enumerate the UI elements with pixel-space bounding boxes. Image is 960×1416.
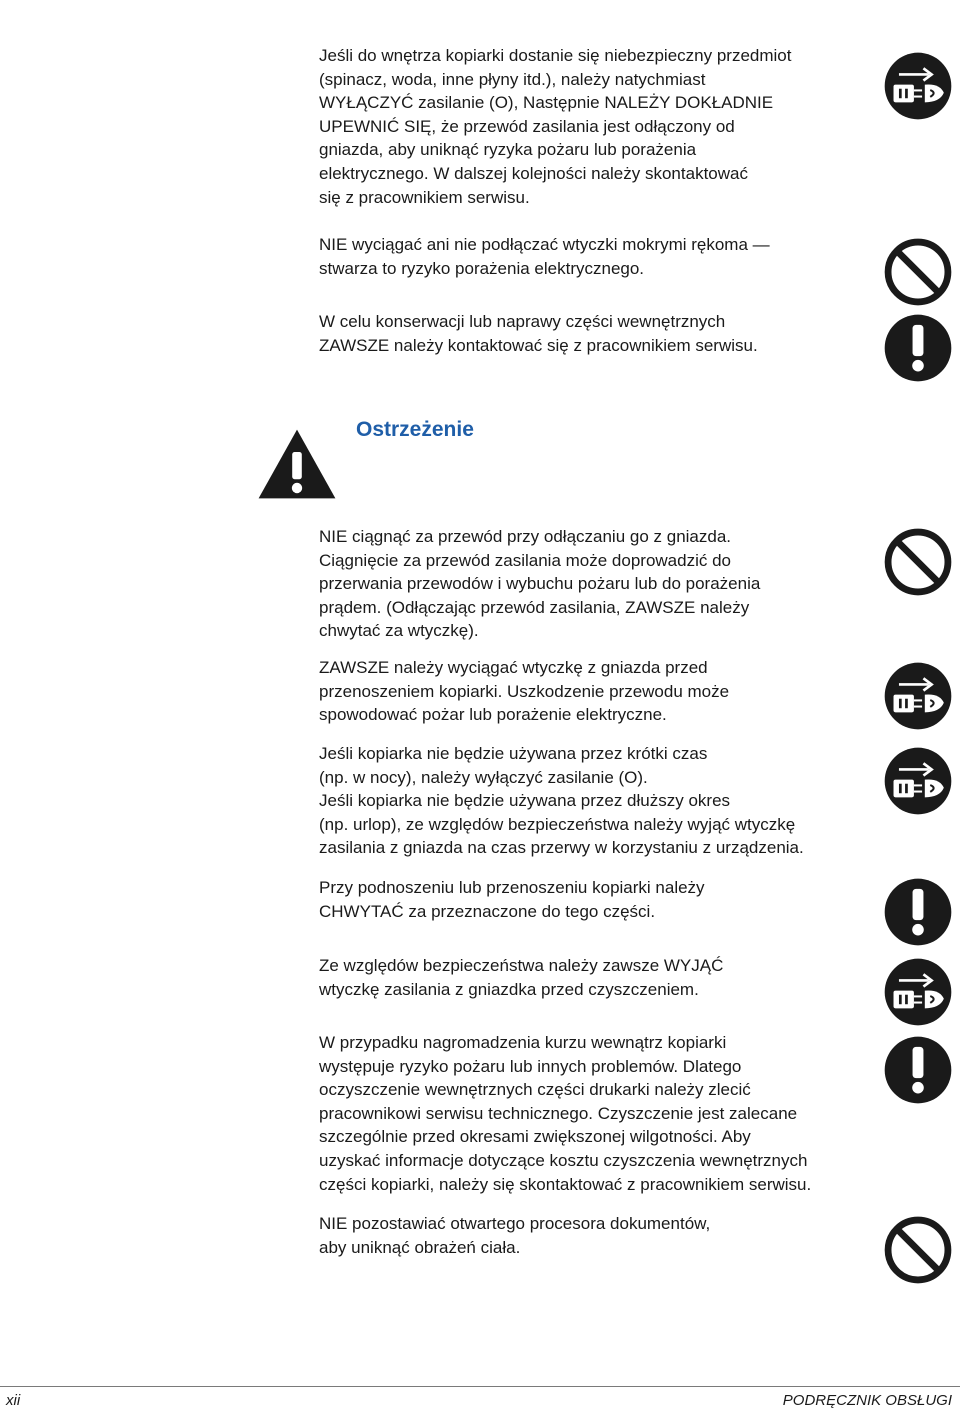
text-line: chwytać za wtyczkę). bbox=[319, 621, 479, 641]
text-line: Ze względów bezpieczeństwa należy zawsze WYJĄĆ bbox=[319, 956, 724, 975]
text-line: Jeśli kopiarka nie będzie używana przez krótki czas bbox=[319, 744, 708, 763]
text-line: występuje ryzyko pożaru lub innych problemów. Dlatego bbox=[319, 1056, 742, 1076]
text-line: CHWYTAĆ za przeznaczone do tego części. bbox=[319, 901, 656, 921]
footer-divider bbox=[0, 1386, 960, 1387]
text-line: NIE pozostawiać otwartego procesora dokumentów, bbox=[319, 1214, 711, 1233]
paragraph-wet-hands bbox=[319, 233, 879, 280]
text-line: elektrycznego. W dalszej kolejności należy skontaktować bbox=[319, 163, 748, 183]
text-line: ZAWSZE należy wyciągać wtyczkę z gniazda przed bbox=[319, 658, 708, 677]
text-line: prądem. (Odłączając przewód zasilania, ZAWSZE należy bbox=[319, 597, 750, 617]
prohibition-icon bbox=[884, 1216, 952, 1284]
paragraph-moving bbox=[319, 656, 879, 727]
warning-heading: Ostrzeżenie bbox=[356, 418, 474, 441]
manual-title: PODRĘCZNIK OBSŁUGI bbox=[782, 1392, 952, 1409]
unplug-icon bbox=[884, 747, 952, 815]
warning-triangle-icon bbox=[257, 428, 337, 500]
text-line: wtyczkę zasilania z gniazdka przed czyszczeniem. bbox=[319, 979, 699, 999]
page-number: xii bbox=[6, 1392, 21, 1409]
text-line: części kopiarki, należy się skontaktować z pracownikiem serwisu. bbox=[319, 1174, 812, 1194]
text-line: zasilania z gniazda na czas przerwy w korzystaniu z urządzenia. bbox=[319, 838, 804, 858]
text-line: (spinacz, woda, inne płyny itd.), należy natychmiast bbox=[319, 69, 706, 89]
text-line: NIE wyciągać ani nie podłączać wtyczki mokrymi rękoma — bbox=[319, 235, 770, 254]
text-line: UPEWNIĆ SIĘ, że przewód zasilania jest odłączony od bbox=[319, 116, 735, 136]
paragraph-document-processor bbox=[319, 1212, 879, 1259]
unplug-icon bbox=[884, 52, 952, 120]
text-line: ZAWSZE należy kontaktować się z pracownikiem serwisu. bbox=[319, 335, 758, 355]
text-line: pracownikowi serwisu technicznego. Czyszczenie jest zalecane bbox=[319, 1103, 798, 1123]
paragraph-foreign-object bbox=[319, 44, 879, 209]
text-line: spowodować pożar lub porażenie elektryczne. bbox=[319, 705, 667, 725]
exclamation-icon bbox=[884, 1036, 952, 1104]
paragraph-cleaning bbox=[319, 954, 879, 1001]
paragraph-service bbox=[319, 310, 879, 357]
unplug-icon bbox=[884, 958, 952, 1026]
paragraph-dust bbox=[319, 1031, 879, 1196]
paragraph-pull-cord bbox=[319, 525, 879, 643]
text-line: Ciągnięcie za przewód zasilania może doprowadzić do bbox=[319, 550, 732, 570]
paragraph-lifting bbox=[319, 876, 879, 923]
text-line: stwarza to ryzyko porażenia elektrycznego. bbox=[319, 258, 645, 278]
prohibition-icon bbox=[884, 238, 952, 306]
text-line: W przypadku nagromadzenia kurzu wewnątrz kopiarki bbox=[319, 1033, 727, 1052]
text-line: WYŁĄCZYĆ zasilanie (O), Następnie NALEŻY DOKŁADNIE bbox=[319, 93, 774, 113]
text-line: Jeśli do wnętrza kopiarki dostanie się niebezpieczny przedmiot bbox=[319, 46, 792, 65]
text-line: szczególnie przed okresami zwiększonej wilgotności. Aby bbox=[319, 1127, 751, 1147]
text-line: W celu konserwacji lub naprawy części wewnętrznych bbox=[319, 312, 726, 331]
text-line: przerwania przewodów i wybuchu pożaru lub do porażenia bbox=[319, 574, 761, 594]
text-line: oczyszczenie wewnętrznych części drukarki należy zlecić bbox=[319, 1080, 751, 1100]
text-line: (np. urlop), ze względów bezpieczeństwa należy wyjąć wtyczkę bbox=[319, 814, 796, 834]
text-line: przenoszeniem kopiarki. Uszkodzenie przewodu może bbox=[319, 681, 730, 701]
text-line: aby uniknąć obrażeń ciała. bbox=[319, 1237, 521, 1257]
text-line: gniazda, aby uniknąć ryzyka pożaru lub porażenia bbox=[319, 140, 697, 160]
text-line: (np. w nocy), należy wyłączyć zasilanie (O). bbox=[319, 767, 648, 787]
text-line: uzyskać informacje dotyczące kosztu czyszczenia wewnętrznych bbox=[319, 1150, 808, 1170]
exclamation-icon bbox=[884, 878, 952, 946]
text-line: Jeśli kopiarka nie będzie używana przez dłuższy okres bbox=[319, 791, 731, 811]
prohibition-icon bbox=[884, 528, 952, 596]
text-line: Przy podnoszeniu lub przenoszeniu kopiarki należy bbox=[319, 878, 705, 897]
text-line: się z pracownikiem serwisu. bbox=[319, 187, 530, 207]
paragraph-unused bbox=[319, 742, 879, 860]
unplug-icon bbox=[884, 662, 952, 730]
text-line: NIE ciągnąć za przewód przy odłączaniu go z gniazda. bbox=[319, 527, 732, 546]
exclamation-icon bbox=[884, 314, 952, 382]
